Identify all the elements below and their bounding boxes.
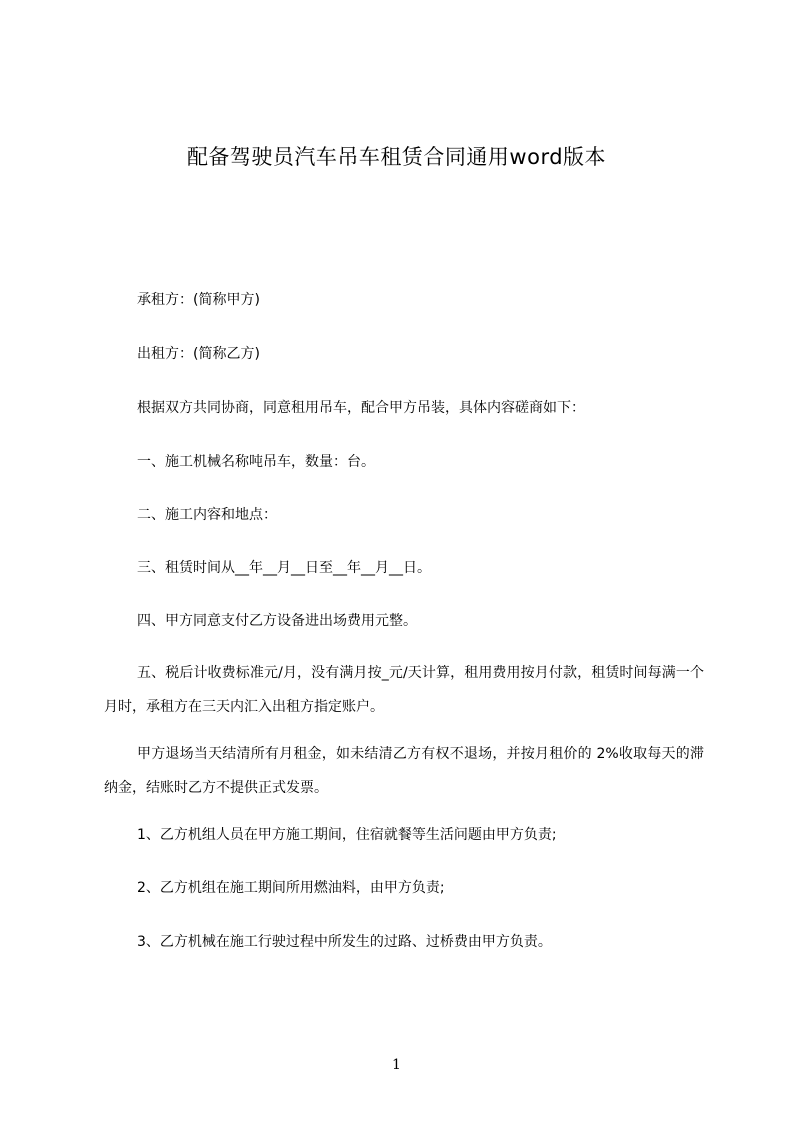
intro-paragraph: 根据双方共同协商，同意租用吊车，配合甲方吊装，具体内容磋商如下： xyxy=(137,400,585,416)
clause-1: 一、施工机械名称吨吊车，数量：台。 xyxy=(137,454,375,470)
settlement-paragraph: 甲方退场当天结清所有月租金，如未结清乙方有权不退场，并按月租价的 2%收取每天的滞纳金，结账时乙方不提供正式发票。 xyxy=(104,746,704,796)
clause-2: 二、施工内容和地点： xyxy=(137,507,277,523)
sub-clause-1: 1、乙方机组人员在甲方施工期间，住宿就餐等生活问题由甲方负责; xyxy=(137,827,557,843)
clause-3: 三、租赁时间从__年__月__日至__年__月__日。 xyxy=(137,560,431,576)
clause-5: 五、税后计收费标准元/月，没有满月按_元/天计算，租用费用按月付款，租赁时间每满一个月时，承租方在三天内汇入出租方指定账户。 xyxy=(104,665,704,715)
sub-clause-3: 3、乙方机械在施工行驶过程中所发生的过路、过桥费由甲方负责。 xyxy=(137,934,552,950)
lessor-line: 出租方：(简称乙方) xyxy=(137,346,260,362)
lessee-line: 承租方：(简称甲方) xyxy=(137,292,260,308)
sub-clause-2: 2、乙方机组在施工期间所用燃油料，由甲方负责; xyxy=(137,880,445,896)
clause-4: 四、甲方同意支付乙方设备进出场费用元整。 xyxy=(137,613,417,629)
document-title: 配备驾驶员汽车吊车租赁合同通用word版本 xyxy=(186,145,607,169)
page-number: 1 xyxy=(392,1057,401,1073)
